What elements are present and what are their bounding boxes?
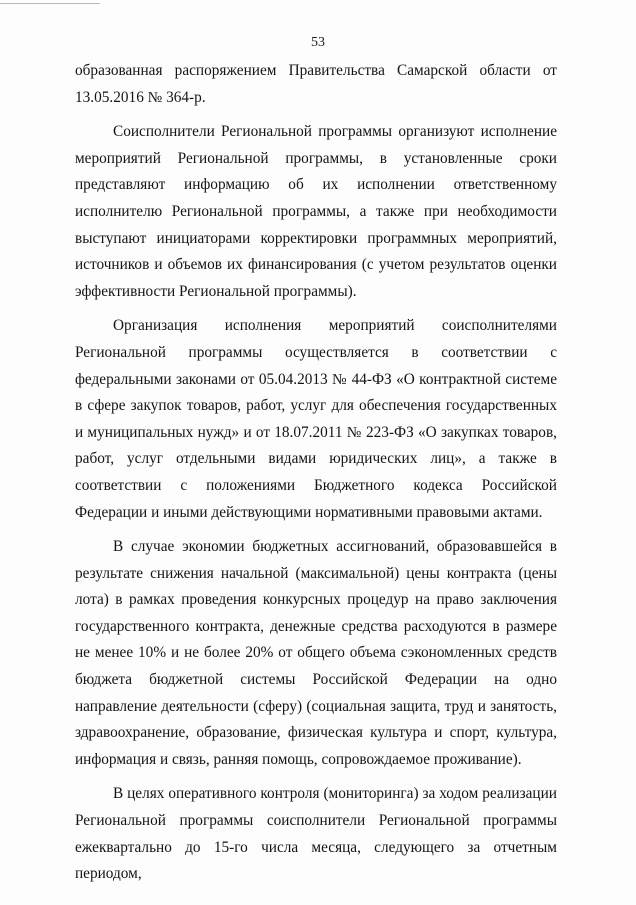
scan-edge-line: [0, 3, 100, 4]
document-body: [75, 58, 557, 888]
paragraph-budget-savings: В случае экономии бюджетных ассигнований, образовавшейся в результате снижения начальной (максимальной) цены контракта (цены лота) в рамках проведения конкурсных процедур на право заключения государственного контракта, денежные средства расходуются в размере не менее 10% и не более 20% от общего объема сэкономленных средств бюджета бюджетной системы Российской Федерации на одно направление деятельности (сферу) (социальная защита, труд и занятость, здравоохранение, образование, физическая культура и спорт, культура, информация и связь, ранняя помощь, сопровождаемое проживание).: [75, 538, 557, 768]
paragraph-coexecutors: Соисполнители Региональной программы организуют исполнение мероприятий Региональной программы, в установленные сроки представляют информацию об их исполнении ответственному исполнителю Региональной программы, а также при необходимости выступают инициаторами корректировки программных мероприятий, источников и объемов их финансирования (с учетом результатов оценки эффективности Региональной программы).: [75, 123, 557, 300]
paragraph-organization: Организация исполнения мероприятий соисполнителями Региональной программы осуществляется в соответствии с федеральными законами от 05.04.2013 № 44-ФЗ «О контрактной системе в сфере закупок товаров, работ, услуг для обеспечения государственных и муниципальных нужд» и от 18.07.2011 № 223-ФЗ «О закупках товаров, работ, услуг отдельными видами юридических лиц», а также в соответствии с положениями Бюджетного кодекса Российской Федерации и иными действующими нормативными правовыми актами.: [75, 317, 557, 521]
paragraph-continuation: образованная распоряжением Правительства Самарской области от 13.05.2016 № 364-р.: [75, 62, 557, 106]
paragraph-monitoring: В целях оперативного контроля (мониторинга) за ходом реализации Региональной программы соисполнители Региональной программы ежеквартально до 15-го числа месяца, следующего за отчетным периодом,: [75, 785, 557, 883]
page-number: 53: [311, 35, 325, 50]
